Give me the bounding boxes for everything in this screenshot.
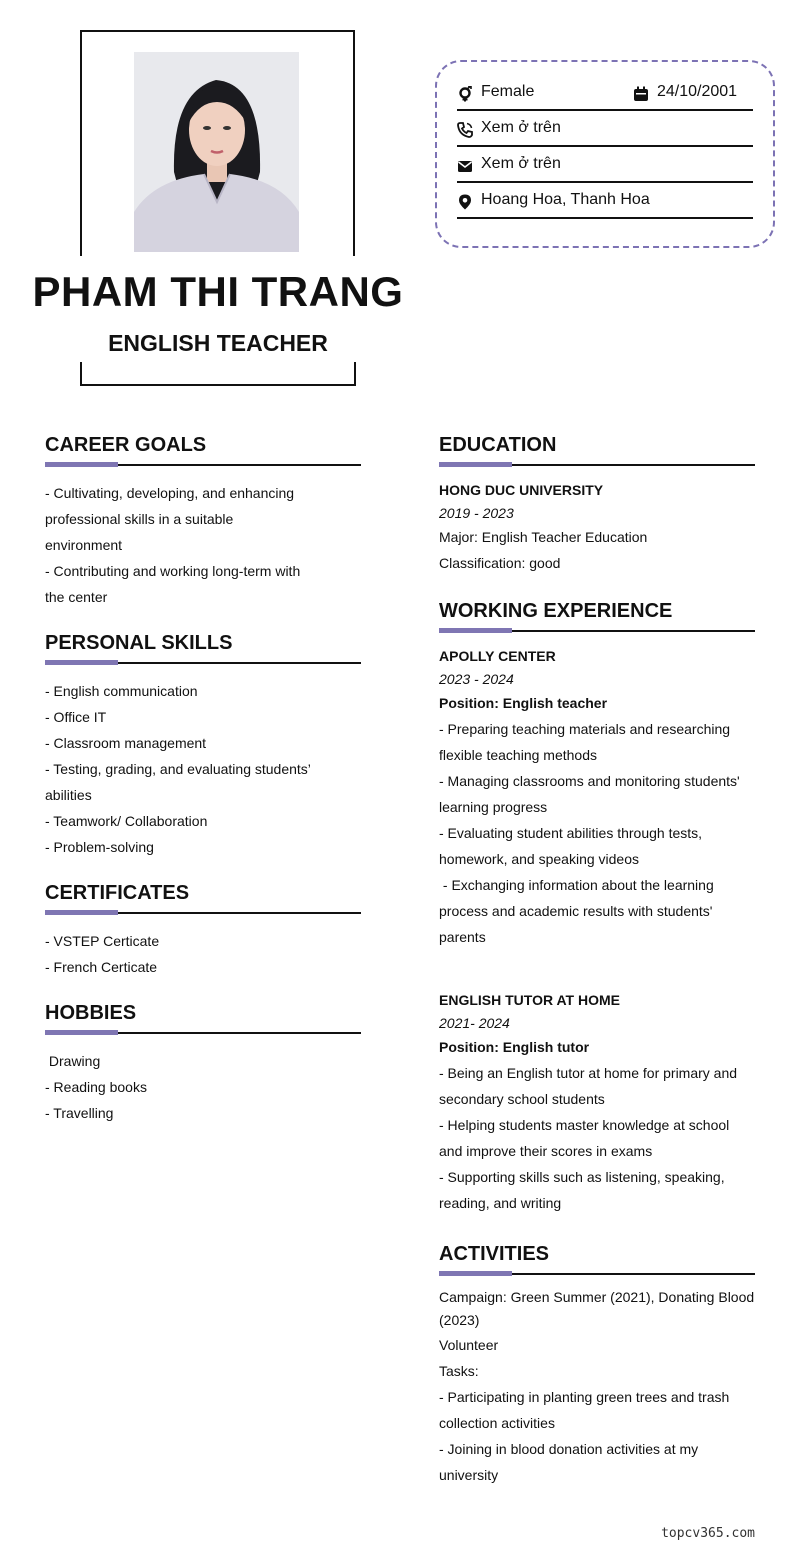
- footer-watermark: topcv365.com: [661, 1526, 755, 1541]
- skill-item: - Office IT: [45, 709, 107, 725]
- job-position: Position: English tutor: [439, 1039, 590, 1055]
- contact-box: [435, 60, 775, 248]
- section-hobbies: [45, 1000, 361, 1126]
- job-duty: - Helping students master knowledge at school: [439, 1117, 730, 1133]
- skill-item: - English communication: [45, 683, 198, 699]
- job-duty: reading, and writing: [439, 1195, 562, 1211]
- hobby-item: - Travelling: [45, 1105, 114, 1121]
- section-divider: [439, 628, 755, 634]
- job-duty: - Supporting skills such as listening, speaking,: [439, 1169, 725, 1185]
- section-divider: [45, 910, 361, 916]
- candidate-name: PHAM THI TRANG: [32, 268, 404, 315]
- text-line: - Contributing and working long-term with: [45, 563, 301, 579]
- education-major: Major: English Teacher Education: [439, 529, 648, 545]
- job-duty: - Exchanging information about the learning: [439, 877, 714, 893]
- certificate-item: - VSTEP Certicate: [45, 933, 160, 949]
- job-position: Position: English teacher: [439, 695, 608, 711]
- contact-row-address: [457, 187, 753, 219]
- skill-item: - Testing, grading, and evaluating students’: [45, 761, 311, 777]
- activity-line: - Participating in planting green trees and trash: [439, 1389, 730, 1405]
- title-frame: [80, 362, 356, 386]
- section-divider: [439, 1271, 755, 1277]
- activity-line: Tasks:: [439, 1363, 479, 1379]
- skill-item: - Problem-solving: [45, 839, 154, 855]
- section-working-experience: [439, 598, 755, 1216]
- dob-text: 24/10/2001: [657, 83, 738, 100]
- text-line: environment: [45, 537, 123, 553]
- section-title: EDUCATION: [439, 434, 557, 456]
- calendar-icon: [633, 86, 649, 102]
- section-divider: [45, 462, 361, 468]
- job-duty: and improve their scores in exams: [439, 1143, 653, 1159]
- job-duty: secondary school students: [439, 1091, 605, 1107]
- job-duty: flexible teaching methods: [439, 747, 597, 763]
- job-title: ENGLISH TEACHER: [108, 330, 328, 356]
- text-line: professional skills in a suitable: [45, 511, 234, 527]
- skill-item: - Classroom management: [45, 735, 207, 751]
- job-duty: parents: [439, 929, 486, 945]
- contact-row-email: [457, 151, 753, 183]
- section-divider: [439, 462, 755, 468]
- hobby-item: - Reading books: [45, 1079, 147, 1095]
- text-line: the center: [45, 589, 108, 605]
- gender-text: Female: [481, 83, 535, 100]
- skill-item: - Teamwork/ Collaboration: [45, 813, 208, 829]
- section-personal-skills: [45, 630, 361, 860]
- address-text: Hoang Hoa, Thanh Hoa: [481, 191, 650, 208]
- job-org: APOLLY CENTER: [439, 648, 556, 664]
- contact-row-phone: [457, 115, 753, 147]
- job-duty: process and academic results with students': [439, 903, 713, 919]
- section-title: WORKING EXPERIENCE: [439, 600, 673, 622]
- profile-photo: [134, 52, 299, 252]
- activity-line: - Joining in blood donation activities at my: [439, 1441, 699, 1457]
- gender-icon: [457, 86, 473, 102]
- email-text: Xem ở trên: [481, 155, 561, 172]
- job-period: 2021- 2024: [439, 1015, 510, 1031]
- email-icon: [457, 158, 473, 174]
- school-name: HONG DUC UNIVERSITY: [439, 482, 604, 498]
- section-title: PERSONAL SKILLS: [45, 632, 233, 654]
- job-duty: - Managing classrooms and monitoring students': [439, 773, 740, 789]
- job-duty: homework, and speaking videos: [439, 851, 640, 867]
- activity-line: university: [439, 1467, 499, 1483]
- job-period: 2023 - 2024: [439, 671, 514, 687]
- activity-line: collection activities: [439, 1415, 555, 1431]
- education-classification: Classification: good: [439, 555, 561, 571]
- job-org: ENGLISH TUTOR AT HOME: [439, 992, 620, 1008]
- section-title: ACTIVITIES: [439, 1243, 550, 1265]
- job-duty: - Evaluating student abilities through tests,: [439, 825, 703, 841]
- certificate-item: - French Certicate: [45, 959, 158, 975]
- section-certificates: [45, 880, 361, 980]
- skill-item: abilities: [45, 787, 92, 803]
- job-duty: - Being an English tutor at home for primary and: [439, 1065, 738, 1081]
- section-title: HOBBIES: [45, 1002, 137, 1024]
- section-education: [439, 432, 755, 576]
- text-line: - Cultivating, developing, and enhancing: [45, 485, 295, 501]
- section-title: CAREER GOALS: [45, 434, 207, 456]
- section-activities: [439, 1241, 759, 1488]
- job-duty: - Preparing teaching materials and researching: [439, 721, 731, 737]
- activity-campaign: Campaign: Green Summer (2021), Donating Blood (2023): [439, 1289, 759, 1328]
- location-icon: [457, 194, 473, 210]
- section-title: CERTIFICATES: [45, 882, 190, 904]
- job-duty: learning progress: [439, 799, 548, 815]
- hobby-item: Drawing: [45, 1053, 101, 1069]
- contact-row-gender-dob: [457, 79, 753, 111]
- phone-text: Xem ở trên: [481, 119, 561, 136]
- section-divider: [45, 660, 361, 666]
- activity-line: Volunteer: [439, 1337, 499, 1353]
- education-period: 2019 - 2023: [439, 505, 514, 521]
- section-career-goals: [45, 432, 361, 610]
- section-divider: [45, 1030, 361, 1036]
- phone-icon: [457, 122, 473, 138]
